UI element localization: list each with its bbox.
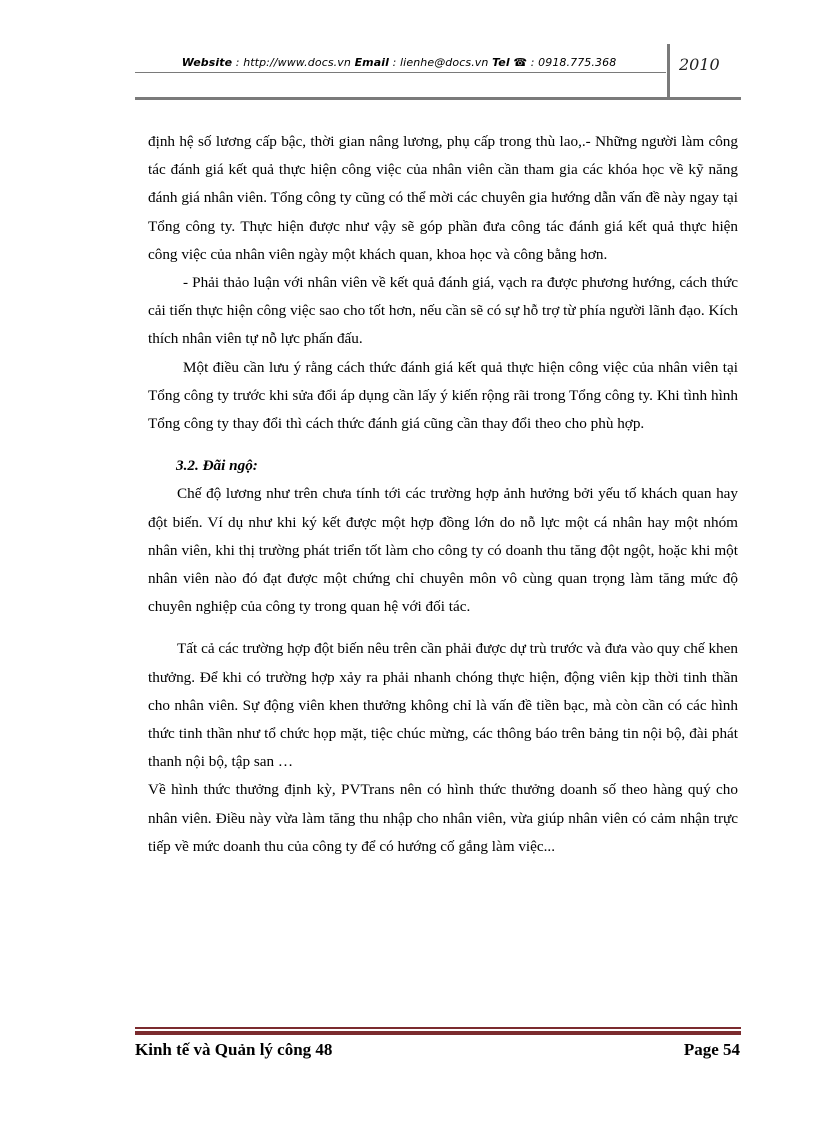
email-label: Email [354,56,390,69]
page-number: Page 54 [683,1040,740,1059]
tel-value: : 0918.775.368 [527,56,617,69]
paragraph-2: - Phải thảo luận với nhân viên về kết quả đánh giá, vạch ra được phương hướng, cách thức cải tiến thực hiện công việc sao cho tốt hơn, nếu cần sẽ có sự hỗ trợ từ phía người lãnh đạo. Kích thích nhân viên tự nỗ lực phấn đấu. [148,274,738,348]
header-rule-thin [135,72,666,73]
website-value: : http://www.docs.vn [232,56,355,69]
page-header [135,44,741,102]
paragraph-4: Chế độ lương như trên chưa tính tới các trường hợp ảnh hưởng bởi yếu tố khách quan hay đột biến. Ví dụ như khi ký kết được một hợp đồng lớn do nỗ lực một cá nhân hay một nhóm nhân viên, khi thị trường phát triển tốt làm cho công ty có doanh thu tăng đột ngột, hoặc khi một nhân viên nào đó đạt được một chứng chỉ chuyên môn vô cùng quan trọng làm tăng mức độ chuyên nghiệp của công ty trong quan hệ với đối tác. [148,485,738,616]
email-value: : lienhe@docs.vn [389,56,493,69]
section-heading: 3.2. Đãi ngộ: [176,457,258,475]
paragraph-5: Tất cả các trường hợp đột biến nêu trên cần phải được dự trù trước và đưa vào quy chế khen thưởng. Để khi có trường hợp xảy ra phải nhanh chóng thực hiện, động viên kịp thời tinh thần cho nhân viên. Sự động viên khen thưởng không chỉ là vấn đề tiền bạc, mà còn cần có các hình thức tinh thần như tổ chức họp mặt, tiệc chúc mừng, các thông báo trên bảng tin nội bộ, đài phát thanh nội bộ, tập san … [148,640,738,771]
header-year: 2010 [679,55,720,74]
header-divider [667,44,670,100]
paragraph-3: Một điều cần lưu ý rằng cách thức đánh giá kết quả thực hiện công việc của nhân viên tại Tổng công ty trước khi sửa đổi áp dụng cần lấy ý kiến rộng rãi trong Tổng công ty. Khi tình hình Tổng công ty thay đổi thì cách thức đánh giá cũng cần thay đổi theo cho phù hợp. [148,358,738,433]
website-label: Website [181,56,233,69]
paragraph-1: định hệ số lương cấp bậc, thời gian nâng lương, phụ cấp trong thù lao,.- Những người làm công tác đánh giá kết quả thực hiện công việc của nhân viên cần tham gia các khóa học về kỹ năng đánh giá nhân viên. Tổng công ty cũng có thể mời các chuyên gia hướng dẫn vấn đề này ngay tại Tổng công ty. Thực hiện được như vậy sẽ góp phần đưa công tác đánh giá kết quả thực hiện công việc của nhân viên ngày một khách quan, khoa học và công bằng hơn. [148,133,738,263]
footer-rule-bottom [135,1031,741,1035]
page-body [148,128,738,861]
header-contact-line [135,56,663,69]
phone-icon: ☎ [513,56,528,69]
header-rule-thick [135,97,741,100]
tel-label: Tel [492,56,510,69]
paragraph-6: Về hình thức thưởng định kỳ, PVTrans nên có hình thức thưởng doanh số theo hàng quý cho nhân viên. Điều này vừa làm tăng thu nhập cho nhân viên, vừa giúp nhân viên có cảm nhận trực tiếp về mức doanh thu của công ty để có hướng cố gắng làm việc... [148,781,738,855]
footer-title: Kinh tế và Quản lý công 48 [135,1040,333,1059]
footer-rule-top [135,1027,741,1029]
